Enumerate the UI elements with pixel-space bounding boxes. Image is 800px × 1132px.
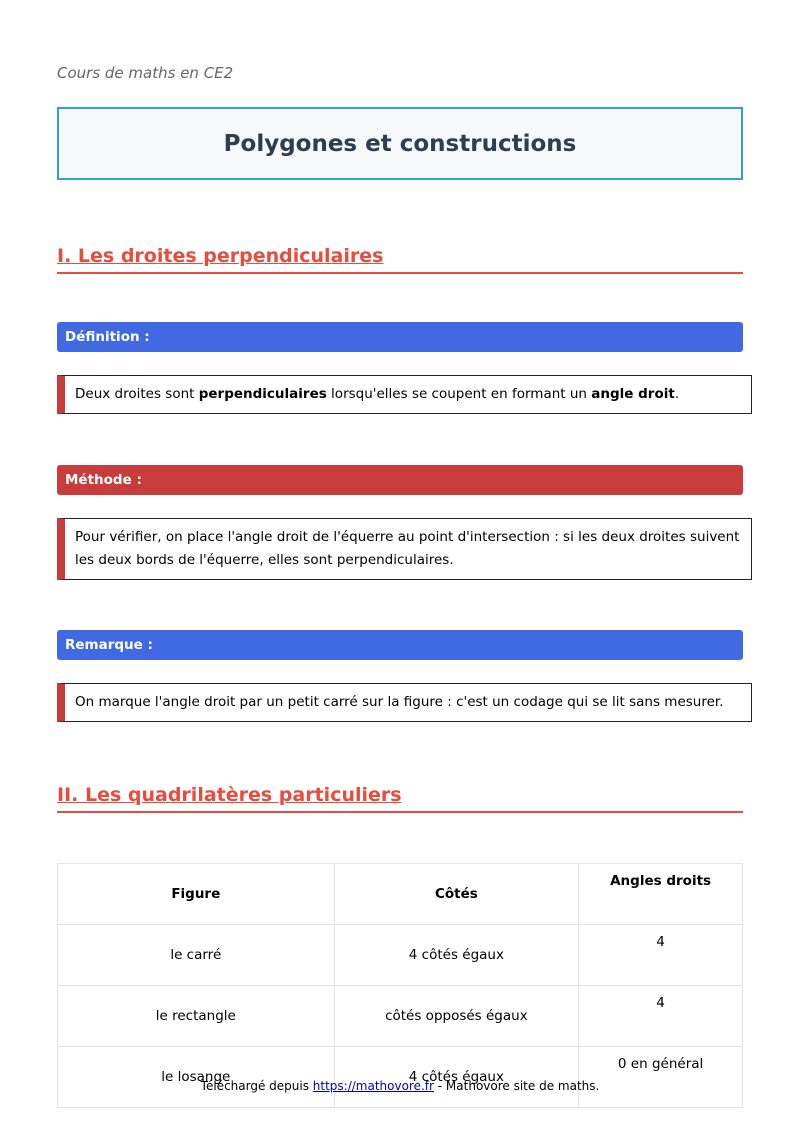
remarque-box — [57, 683, 752, 722]
table-cell-figure: le losange — [58, 1047, 335, 1108]
table-cell-cotes: 4 côtés égaux — [334, 925, 579, 986]
definition-text-3: . — [674, 386, 680, 402]
definition-term-perpendiculaires: perpendiculaires — [198, 386, 327, 402]
table-cell-cotes: côtés opposés égaux — [334, 986, 579, 1047]
definition-text-2: lorsqu'elles se coupent en formant un — [326, 386, 592, 402]
table-header-row — [58, 864, 743, 925]
table-cell-cotes: 4 côtés égaux — [334, 1047, 579, 1108]
methode-text: Pour vérifier, on place l'angle droit de l'équerre au point d'intersection : si les deux droites suivent les deux bords de l'équerre, elles sont perpendiculaires. — [75, 529, 740, 568]
table-cell-angles: 0 en général — [579, 1047, 743, 1108]
remarque-label: Remarque : — [57, 630, 743, 660]
definition-label: Définition : — [57, 322, 743, 352]
table-row — [58, 1047, 743, 1108]
footer-prefix: Téléchargé depuis — [200, 1079, 313, 1093]
definition-term-angle-droit: angle droit — [591, 386, 675, 402]
table-header-angles: Angles droits — [579, 864, 743, 925]
remarque-text: On marque l'angle droit par un petit carré sur la figure : c'est un codage qui se lit sans mesurer. — [75, 694, 724, 710]
table-cell-angles: 4 — [579, 986, 743, 1047]
definition-text-1: Deux droites sont — [75, 386, 199, 402]
quadrilateres-table — [57, 863, 743, 1108]
footer-suffix: - Mathovore site de maths. — [433, 1079, 600, 1093]
methode-label: Méthode : — [57, 465, 743, 495]
course-subtitle: Cours de maths en CE2 — [57, 64, 234, 82]
table-cell-figure: le carré — [58, 925, 335, 986]
definition-box — [57, 375, 752, 414]
footer — [0, 1079, 800, 1093]
table-header-cotes: Côtés — [334, 864, 579, 925]
table-cell-angles: 4 — [579, 925, 743, 986]
table-header-figure: Figure — [58, 864, 335, 925]
page-title: Polygones et constructions — [223, 130, 577, 157]
table-row — [58, 925, 743, 986]
methode-box — [57, 518, 752, 580]
title-box — [57, 107, 743, 180]
table-cell-figure: le rectangle — [58, 986, 335, 1047]
footer-link[interactable]: https://mathovore.fr — [312, 1079, 434, 1093]
table-row — [58, 986, 743, 1047]
section-title-quadrilateres: II. Les quadrilatères particuliers — [57, 784, 743, 813]
section-title-perpendiculaires: I. Les droites perpendiculaires — [57, 245, 743, 274]
